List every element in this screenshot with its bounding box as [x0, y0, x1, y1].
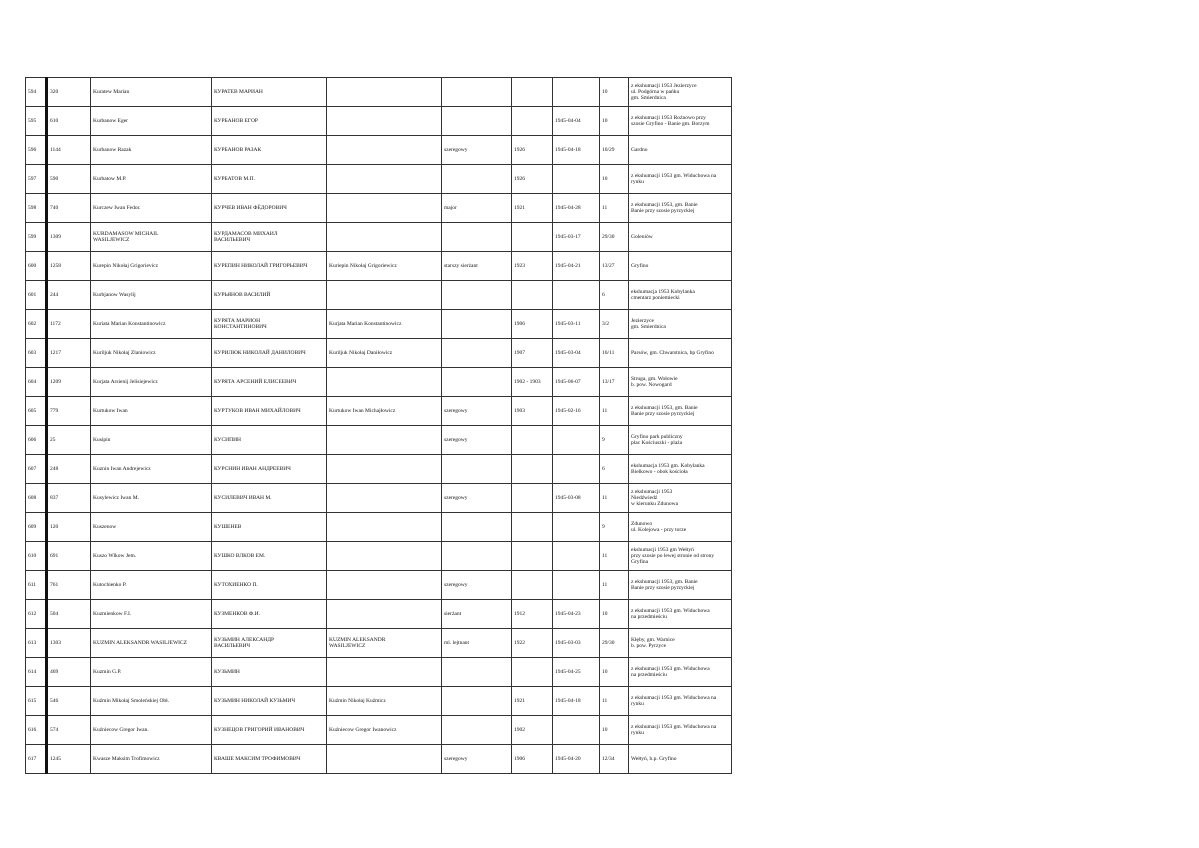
cell-grave-ref: 11 [600, 484, 629, 513]
cell-birth-year [512, 107, 553, 136]
cell-birth-year: 1922 [512, 629, 553, 658]
cell-birth-year [512, 455, 553, 484]
burial-register-table [25, 77, 732, 774]
cell-name-russian: КУСИЛЕВИЧ ИВАН М. [212, 484, 327, 513]
table-row [26, 716, 732, 745]
cell-name-russian: КУШЕНЕВ [212, 513, 327, 542]
cell-row-number: 603 [26, 339, 47, 368]
cell-death-date [553, 281, 600, 310]
cell-name-polish: Kurepin Nikołaj Grigorievicz [91, 252, 212, 281]
cell-name-variant [327, 571, 442, 600]
cell-record-id: 1217 [47, 339, 91, 368]
cell-military-rank [442, 107, 512, 136]
cell-burial-place: z ekshumacji 1953 gm. Widuchowa na przedmieściu [629, 600, 732, 629]
cell-row-number: 602 [26, 310, 47, 339]
cell-birth-year [512, 223, 553, 252]
cell-name-russian: КУРАТЕВ МАРИАН [212, 78, 327, 107]
cell-name-variant: Kuriljuk Nikołaj Daniłowicz [327, 339, 442, 368]
cell-death-date: 1945-06-07 [553, 368, 600, 397]
cell-grave-ref: 11 [600, 571, 629, 600]
cell-death-date [553, 542, 600, 571]
cell-record-id: 610 [47, 107, 91, 136]
table-row [26, 745, 732, 774]
cell-military-rank: szeregowy [442, 136, 512, 165]
cell-name-russian: КУРБАТОВ М.П. [212, 165, 327, 194]
cell-name-variant [327, 223, 442, 252]
cell-grave-ref: 10/29 [600, 136, 629, 165]
cell-name-russian: КУРТУКОВ ИВАН МИХАЙЛОВИЧ [212, 397, 327, 426]
cell-name-variant [327, 600, 442, 629]
cell-grave-ref: 10 [600, 716, 629, 745]
cell-grave-ref: 11 [600, 194, 629, 223]
cell-record-id: 504 [47, 600, 91, 629]
cell-death-date: 1945-04-23 [553, 600, 600, 629]
table-row [26, 484, 732, 513]
table-row [26, 107, 732, 136]
cell-name-russian: КВАШЕ МАКСИМ ТРОФИМОВИЧ [212, 745, 327, 774]
cell-death-date: 1945-04-21 [553, 252, 600, 281]
cell-name-polish: Kuriljuk Nikołaj Zlaniowicz [91, 339, 212, 368]
table-row [26, 513, 732, 542]
cell-name-russian: КУРИЛЮК НИКОЛАЙ ДАНИЛОВИЧ [212, 339, 327, 368]
cell-name-russian: КУТОХИЕНКО П. [212, 571, 327, 600]
cell-grave-ref: 10 [600, 107, 629, 136]
cell-birth-year: 1903 [512, 397, 553, 426]
cell-death-date: 1945-04-28 [553, 194, 600, 223]
cell-name-variant [327, 194, 442, 223]
cell-name-polish: Kuszenow [91, 513, 212, 542]
cell-birth-year: 1902 [512, 716, 553, 745]
cell-grave-ref: 13/17 [600, 368, 629, 397]
cell-burial-place: Gryfino park publiczny plac Kościuszki - plaża [629, 426, 732, 455]
cell-row-number: 609 [26, 513, 47, 542]
cell-record-id: 1209 [47, 368, 91, 397]
cell-row-number: 599 [26, 223, 47, 252]
cell-name-polish: Kusylewicz Iwan M. [91, 484, 212, 513]
cell-burial-place: Wełtyń, b.p. Gryfino [629, 745, 732, 774]
cell-name-polish: Kurbatow M.P. [91, 165, 212, 194]
cell-birth-year: 1902 - 1903 [512, 368, 553, 397]
cell-birth-year: 1912 [512, 600, 553, 629]
cell-burial-place: z ekshumacji 1953 gm. Widuchowa na rynku [629, 716, 732, 745]
cell-burial-place: Gardno [629, 136, 732, 165]
cell-name-variant [327, 107, 442, 136]
cell-record-id: 320 [47, 78, 91, 107]
table-row [26, 78, 732, 107]
cell-birth-year: 1926 [512, 136, 553, 165]
cell-record-id: 1245 [47, 745, 91, 774]
table-row [26, 223, 732, 252]
cell-name-polish: KUZMIN ALEKSANDR WASILJEWICZ [91, 629, 212, 658]
cell-burial-place: z ekshumacji 1953, gm. Banie Banie przy szosie pyrzyckiej [629, 194, 732, 223]
cell-record-id: 244 [47, 281, 91, 310]
cell-burial-place: z ekshumacji 1953 Niedźwiedź w kierunku Zdunowa [629, 484, 732, 513]
cell-record-id: 590 [47, 165, 91, 194]
cell-burial-place: z ekshumacji 1953 gm. Widuchowa na rynku [629, 687, 732, 716]
cell-military-rank [442, 223, 512, 252]
cell-burial-place: z ekshumacji 1953, gm. Banie Banie przy szosie pyrzyckiej [629, 397, 732, 426]
cell-name-russian: КУРБАНОВ РАЗАК [212, 136, 327, 165]
cell-name-polish: Kuźniecow Gregor Iwan. [91, 716, 212, 745]
cell-birth-year [512, 484, 553, 513]
cell-grave-ref: 12/34 [600, 745, 629, 774]
cell-name-russian: КУСИПИН [212, 426, 327, 455]
cell-name-polish: Kuznin Iwan Andrejewicz [91, 455, 212, 484]
cell-record-id: 779 [47, 397, 91, 426]
table-row [26, 310, 732, 339]
cell-name-polish: Kusipin [91, 426, 212, 455]
cell-name-polish: Kurbanow Razak [91, 136, 212, 165]
cell-death-date: 1945-02-16 [553, 397, 600, 426]
cell-death-date: 1945-03-08 [553, 484, 600, 513]
table-row [26, 600, 732, 629]
cell-grave-ref: 13/27 [600, 252, 629, 281]
cell-name-polish: KURDAMASOW MICHAIL WASILJEWICZ [91, 223, 212, 252]
cell-military-rank: sierżant [442, 600, 512, 629]
table-row [26, 687, 732, 716]
cell-grave-ref: 29/30 [600, 223, 629, 252]
cell-name-variant: KUZMIN ALEKSANDR WASILJEWICZ [327, 629, 442, 658]
cell-military-rank [442, 455, 512, 484]
cell-name-variant: Kurtukow Iwan Michajłowicz [327, 397, 442, 426]
cell-name-russian: КУЗЬМИН [212, 658, 327, 687]
cell-military-rank [442, 658, 512, 687]
cell-name-polish: Kurtukow Iwan [91, 397, 212, 426]
cell-grave-ref: 10 [600, 78, 629, 107]
cell-grave-ref: 10 [600, 600, 629, 629]
table-row [26, 339, 732, 368]
cell-military-rank: szeregowy [442, 397, 512, 426]
cell-name-polish: Kuźmin Mikołaj Smoleńskiej Obł. [91, 687, 212, 716]
cell-row-number: 610 [26, 542, 47, 571]
cell-birth-year: 1921 [512, 687, 553, 716]
cell-record-id: 740 [47, 194, 91, 223]
cell-row-number: 612 [26, 600, 47, 629]
table-row [26, 252, 732, 281]
cell-name-variant: Kuźmin Nikołaj Kuźmicz [327, 687, 442, 716]
cell-birth-year: 1923 [512, 252, 553, 281]
cell-record-id: 1258 [47, 252, 91, 281]
cell-record-id: 837 [47, 484, 91, 513]
cell-military-rank [442, 281, 512, 310]
cell-birth-year [512, 658, 553, 687]
cell-name-russian: КУРЕПИН НИКОЛАЙ ГРИГОРЬЕВИЧ [212, 252, 327, 281]
cell-name-variant: Kurjata Marian Konstantinowicz [327, 310, 442, 339]
cell-row-number: 594 [26, 78, 47, 107]
cell-name-russian: КУРБАНОВ ЕГОР [212, 107, 327, 136]
cell-birth-year: 1907 [512, 339, 553, 368]
cell-death-date: 1945-04-18 [553, 687, 600, 716]
cell-death-date [553, 78, 600, 107]
cell-military-rank [442, 339, 512, 368]
cell-record-id: 25 [47, 426, 91, 455]
cell-name-variant: Kuriepin Nikołaj Grigoriewicz [327, 252, 442, 281]
cell-row-number: 615 [26, 687, 47, 716]
cell-burial-place: Goleniów [629, 223, 732, 252]
cell-record-id: 691 [47, 542, 91, 571]
cell-birth-year: 1906 [512, 310, 553, 339]
cell-military-rank: szeregowy [442, 484, 512, 513]
cell-death-date: 1945-04-25 [553, 658, 600, 687]
cell-name-polish: Kuszo Wlkow Jem. [91, 542, 212, 571]
cell-row-number: 617 [26, 745, 47, 774]
cell-name-russian: КУРЬЯНОВ ВАСИЛИЙ [212, 281, 327, 310]
cell-name-polish: Kuratew Marian [91, 78, 212, 107]
cell-death-date [553, 716, 600, 745]
cell-birth-year [512, 571, 553, 600]
cell-row-number: 597 [26, 165, 47, 194]
cell-name-russian: КУРДАМАСОВ МИХАИЛ ВАСИЛЬЕВИЧ [212, 223, 327, 252]
cell-military-rank [442, 368, 512, 397]
cell-birth-year [512, 78, 553, 107]
cell-name-polish: Kutochienko P. [91, 571, 212, 600]
cell-name-polish: Kwasze Maksim Trofimowicz [91, 745, 212, 774]
cell-name-polish: Kuriata Marian Konstantinowicz [91, 310, 212, 339]
cell-name-variant [327, 136, 442, 165]
cell-burial-place: Parsów, gm. Chwarstnica, bp Gryfino [629, 339, 732, 368]
cell-name-polish: Kurbjanow Wasylij [91, 281, 212, 310]
cell-death-date: 1945-04-20 [553, 745, 600, 774]
cell-grave-ref: 6 [600, 281, 629, 310]
cell-name-russian: КУЗМЕНКОВ Ф.И. [212, 600, 327, 629]
cell-name-russian: КУЗЬМИН НИКОЛАЙ КУЗЬМИЧ [212, 687, 327, 716]
table-row [26, 629, 732, 658]
cell-name-variant [327, 281, 442, 310]
cell-name-variant [327, 745, 442, 774]
cell-row-number: 605 [26, 397, 47, 426]
cell-name-variant [327, 368, 442, 397]
cell-burial-place: z ekshumacji 1953 gm. Widuchowa na rynku [629, 165, 732, 194]
cell-military-rank [442, 687, 512, 716]
cell-death-date: 1945-03-11 [553, 310, 600, 339]
cell-record-id: 248 [47, 455, 91, 484]
cell-burial-place: ekshumacja 1953 Kobylanka cmentarz poniemiecki [629, 281, 732, 310]
cell-death-date [553, 571, 600, 600]
cell-grave-ref: 9 [600, 513, 629, 542]
cell-row-number: 595 [26, 107, 47, 136]
cell-record-id: 1172 [47, 310, 91, 339]
cell-military-rank: major [442, 194, 512, 223]
cell-military-rank [442, 310, 512, 339]
cell-death-date: 1945-03-03 [553, 629, 600, 658]
cell-row-number: 608 [26, 484, 47, 513]
cell-name-russian: КУРЧЕВ ИВАН ФЁДОРОВИЧ [212, 194, 327, 223]
cell-military-rank: szeregowy [442, 571, 512, 600]
table-row [26, 368, 732, 397]
cell-record-id: 574 [47, 716, 91, 745]
table-row [26, 455, 732, 484]
cell-military-rank [442, 513, 512, 542]
cell-burial-place: Gryfino [629, 252, 732, 281]
cell-name-russian: КУРСНИН ИВАН АНДРЕЕВИЧ [212, 455, 327, 484]
table-row [26, 281, 732, 310]
table-row [26, 571, 732, 600]
cell-name-variant [327, 658, 442, 687]
cell-birth-year: 1921 [512, 194, 553, 223]
cell-name-russian: КУШКО ВЛКОВ ЕМ. [212, 542, 327, 571]
cell-death-date: 1945-03-17 [553, 223, 600, 252]
cell-military-rank: ml. lejtnant [442, 629, 512, 658]
cell-grave-ref: 10 [600, 165, 629, 194]
cell-name-russian: КУРЯТА МАРИОН КОНСТАНТИНОВИЧ [212, 310, 327, 339]
cell-name-polish: Kurbanow Eger [91, 107, 212, 136]
cell-name-polish: Kuzmienkow F.I. [91, 600, 212, 629]
table-row [26, 194, 732, 223]
table-row [26, 542, 732, 571]
cell-death-date [553, 455, 600, 484]
cell-row-number: 596 [26, 136, 47, 165]
cell-burial-place: Zdunowo ul. Kolejowa - przy torze [629, 513, 732, 542]
cell-burial-place: z ekshumacji 1953 Jezierzyce ul. Podgórna w pańku gm. Smierdnica [629, 78, 732, 107]
cell-grave-ref: 11 [600, 397, 629, 426]
cell-military-rank: starszy sierżant [442, 252, 512, 281]
cell-name-variant [327, 78, 442, 107]
cell-burial-place: Kłęby, gm. Warnice b. pow. Pyrzyce [629, 629, 732, 658]
cell-burial-place: Struga, gm. Wołowie b. pow. Nowogard [629, 368, 732, 397]
table-row [26, 426, 732, 455]
cell-death-date [553, 165, 600, 194]
cell-birth-year [512, 281, 553, 310]
cell-record-id: 1309 [47, 223, 91, 252]
cell-row-number: 604 [26, 368, 47, 397]
cell-grave-ref: 3/2 [600, 310, 629, 339]
register-sheet [25, 77, 731, 774]
cell-record-id: 469 [47, 658, 91, 687]
cell-burial-place: ekshumacji 1953 gm Wełtyń przy szosie po lewej stronie od strony Gryfina [629, 542, 732, 571]
cell-death-date [553, 513, 600, 542]
cell-military-rank [442, 165, 512, 194]
cell-name-variant [327, 426, 442, 455]
cell-row-number: 600 [26, 252, 47, 281]
cell-military-rank [442, 716, 512, 745]
cell-death-date: 1945-04-18 [553, 136, 600, 165]
cell-record-id: 1144 [47, 136, 91, 165]
cell-grave-ref: 29/30 [600, 629, 629, 658]
cell-military-rank [442, 542, 512, 571]
cell-record-id: 1303 [47, 629, 91, 658]
cell-name-variant [327, 484, 442, 513]
cell-row-number: 598 [26, 194, 47, 223]
table-row [26, 658, 732, 687]
cell-row-number: 616 [26, 716, 47, 745]
cell-birth-year [512, 542, 553, 571]
cell-grave-ref: 9 [600, 426, 629, 455]
table-row [26, 397, 732, 426]
cell-burial-place: Jezierzyce gm. Smierdnica [629, 310, 732, 339]
cell-grave-ref: 11 [600, 687, 629, 716]
cell-burial-place: z ekshumacji 1953 gm. Widuchowa na przedmieściu [629, 658, 732, 687]
cell-row-number: 606 [26, 426, 47, 455]
cell-death-date [553, 426, 600, 455]
cell-name-variant [327, 542, 442, 571]
cell-name-variant: Kuźniecow Gregor Iwanowicz [327, 716, 442, 745]
cell-burial-place: z ekshumacji 1953, gm. Banie Banie przy szosie pyrzyckiej [629, 571, 732, 600]
cell-burial-place: z ekshumacji 1953 Rożnowo przy szosie Gryfino - Banie gm. Borzym [629, 107, 732, 136]
cell-grave-ref: 16/11 [600, 339, 629, 368]
cell-burial-place: ekshumacja 1953 gm. Kobylanka Bielkowo - obok kościoła [629, 455, 732, 484]
cell-row-number: 613 [26, 629, 47, 658]
cell-death-date: 1945-04-04 [553, 107, 600, 136]
cell-record-id: 761 [47, 571, 91, 600]
cell-name-russian: КУЗЬМИН АЛЕКСАНДР ВАСИЛЬЕВИЧ [212, 629, 327, 658]
cell-grave-ref: 11 [600, 542, 629, 571]
cell-military-rank [442, 78, 512, 107]
cell-row-number: 614 [26, 658, 47, 687]
cell-row-number: 607 [26, 455, 47, 484]
cell-name-variant [327, 165, 442, 194]
cell-name-polish: Kurczew Iwan Fedor. [91, 194, 212, 223]
cell-birth-year [512, 426, 553, 455]
cell-record-id: 546 [47, 687, 91, 716]
cell-name-variant [327, 455, 442, 484]
cell-name-russian: КУЗНЕЦОВ ГРИГОРИЙ ИВАНОВИЧ [212, 716, 327, 745]
cell-birth-year: 1926 [512, 165, 553, 194]
cell-name-polish: Kuzmin G.P. [91, 658, 212, 687]
table-row [26, 136, 732, 165]
cell-row-number: 601 [26, 281, 47, 310]
cell-death-date: 1945-03-04 [553, 339, 600, 368]
cell-birth-year: 1906 [512, 745, 553, 774]
cell-military-rank: szeregowy [442, 745, 512, 774]
cell-grave-ref: 6 [600, 455, 629, 484]
cell-birth-year [512, 513, 553, 542]
cell-grave-ref: 10 [600, 658, 629, 687]
cell-name-polish: Kurjata Arsienij Jelisiejewicz [91, 368, 212, 397]
cell-military-rank: szeregowy [442, 426, 512, 455]
cell-record-id: 120 [47, 513, 91, 542]
cell-name-russian: КУРЯТА АРСЕНИЙ ЕЛИСЕЕВИЧ [212, 368, 327, 397]
cell-name-variant [327, 513, 442, 542]
table-row [26, 165, 732, 194]
cell-row-number: 611 [26, 571, 47, 600]
